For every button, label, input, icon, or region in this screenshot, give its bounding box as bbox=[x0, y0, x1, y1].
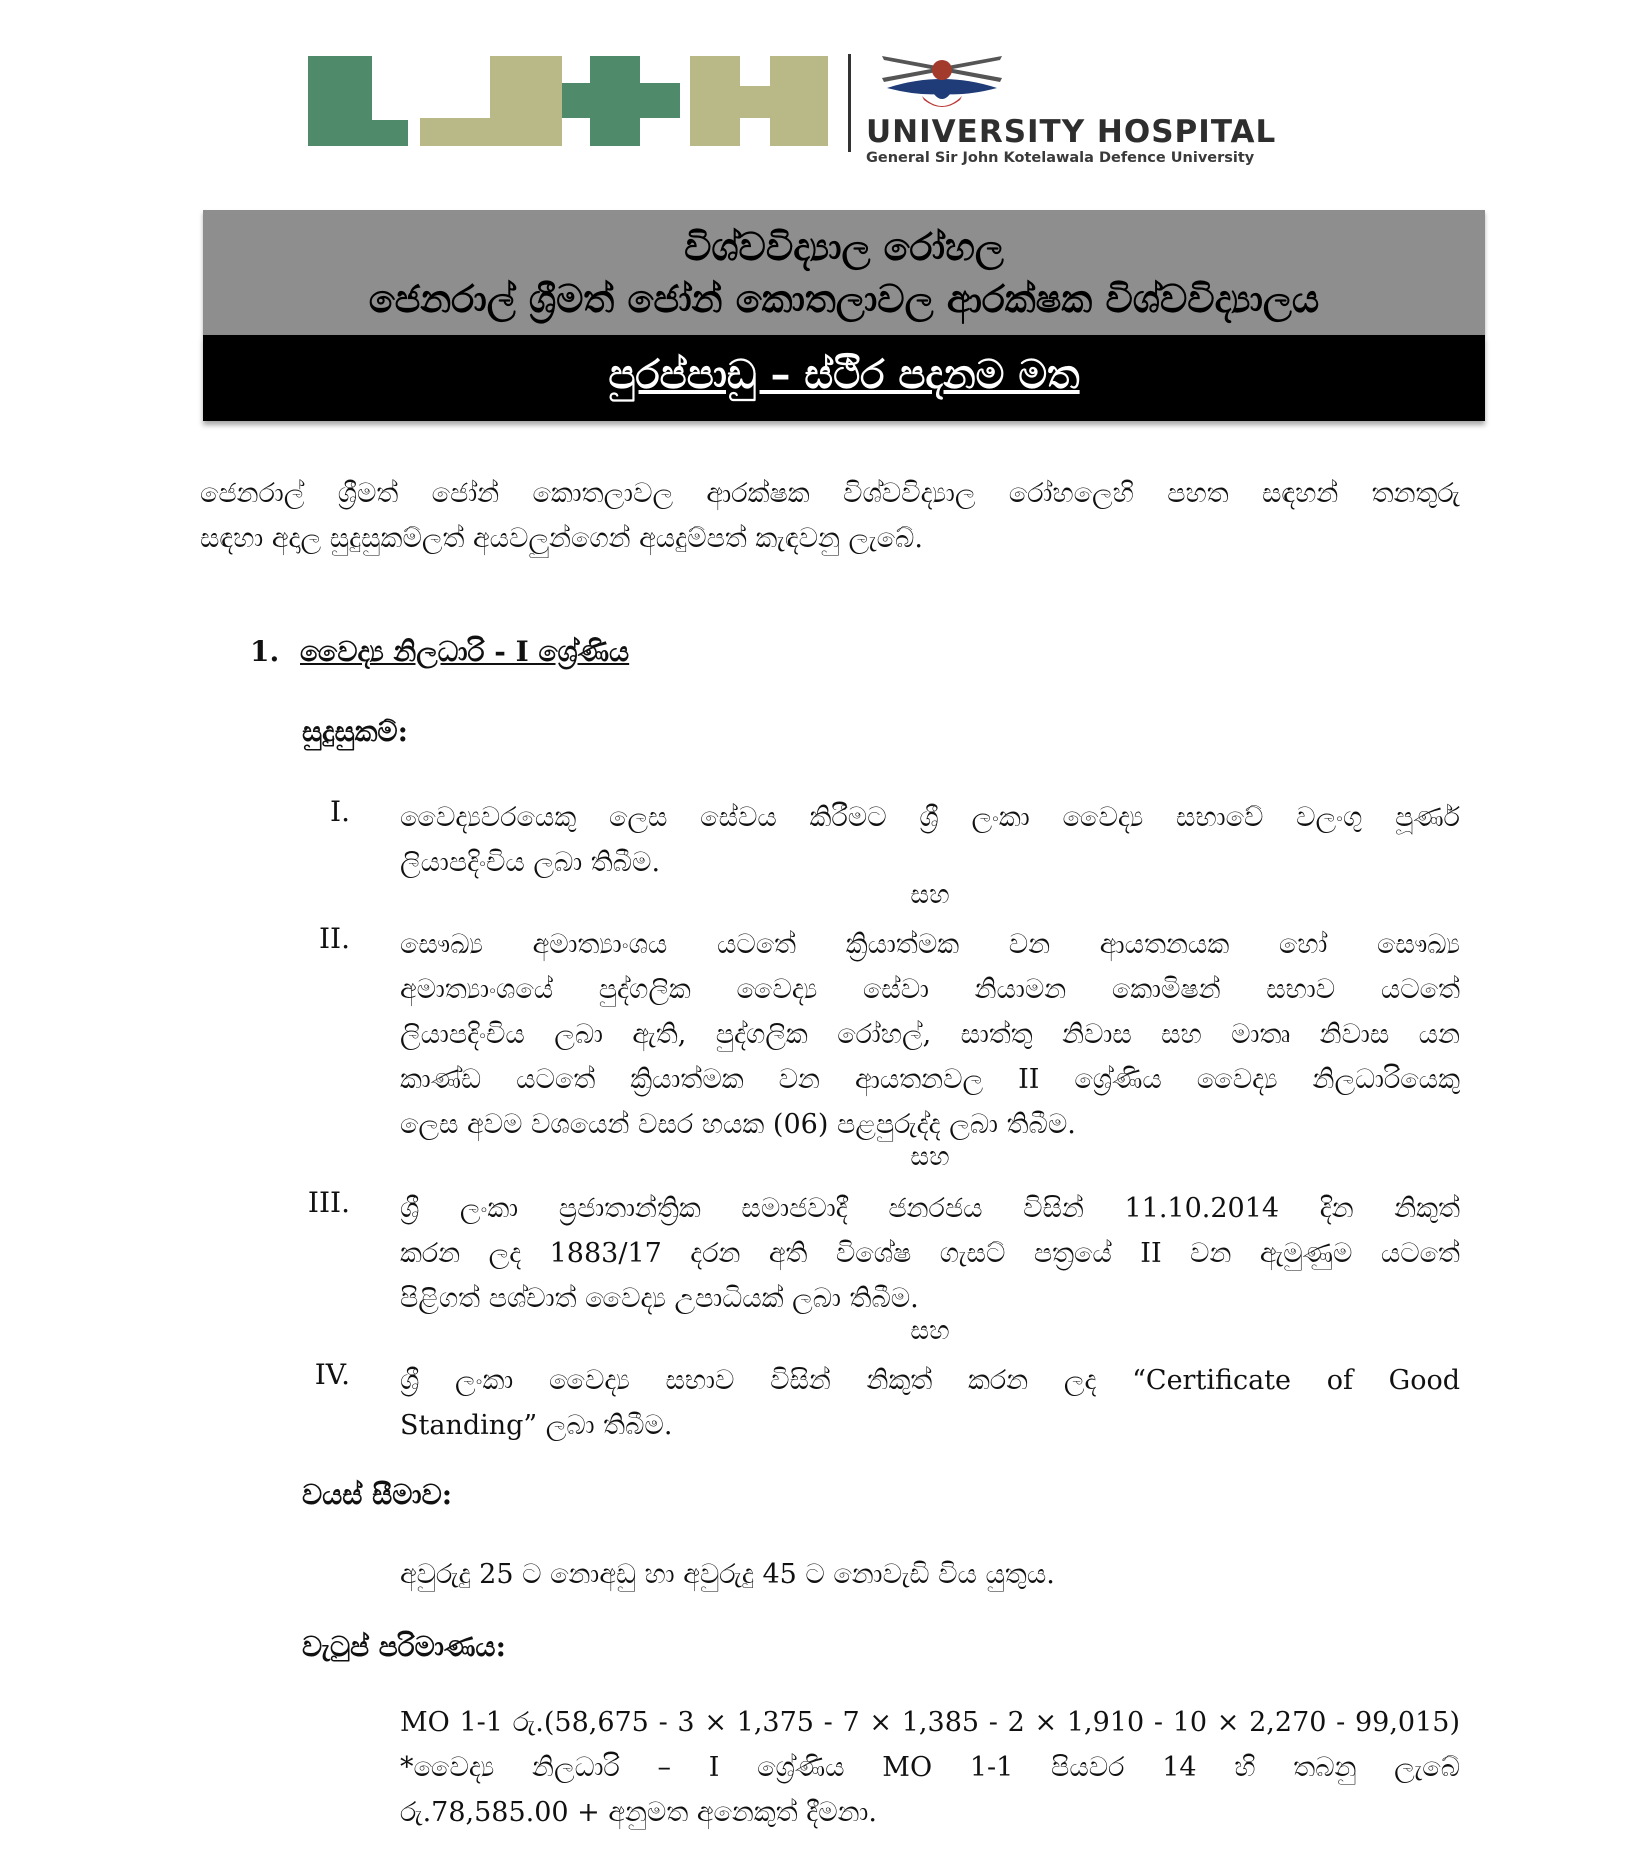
post-title-text: වෛද්‍ය නිලධාරි - I ශ්‍රේණිය bbox=[300, 635, 630, 668]
uh-logo-mark-icon bbox=[300, 48, 860, 158]
qualification-line: Standing” ලබා තිබීම. bbox=[400, 1410, 673, 1441]
university-crest-icon bbox=[872, 48, 1012, 118]
qualification-line: කරන ලද 1883/17 දරන අති විශේෂ ගැසට් පත්‍රයේ II වන ඇමුණුම යටතේ bbox=[400, 1238, 1460, 1269]
intro-line: සඳහා අදාල සුදුසුකම්ලත් අයවලුන්ගෙන් අයදුම්පත් කැඳවනු ලැබේ. bbox=[200, 523, 923, 554]
qualification-line: ශ්‍රී ලංකා වෛද්‍ය සභාව විසින් නිකුත් කරන ලද “Certificate of Good bbox=[400, 1365, 1460, 1396]
qualification-item bbox=[400, 1358, 1460, 1448]
qualification-line: කාණ්ඩ යටතේ ක්‍රියාත්මක වන ආයතනවල II ශ්‍රේණිය වෛද්‍ය නිලධාරියෙකු bbox=[400, 1064, 1460, 1095]
salary-block bbox=[400, 1700, 1460, 1835]
qualification-numeral: I. bbox=[330, 795, 350, 828]
qualification-item bbox=[400, 795, 1460, 885]
qualification-item bbox=[400, 1186, 1460, 1321]
qualification-numeral: IV. bbox=[314, 1358, 350, 1391]
qualification-line: ලෙස අවම වශයෙන් වසර හයක (06) පළපුරුද්ද ලබා තිබීම. bbox=[400, 1109, 1076, 1140]
intro-paragraph bbox=[200, 471, 1460, 561]
qualification-line: ලියාපදිංචිය ලබා ඇති, පුද්ගලික රෝහල්, සාත්තු නිවාස සහ මාතෘ නිවාස යන bbox=[400, 1019, 1460, 1050]
header-black-banner bbox=[203, 335, 1485, 421]
age-limit-text: අවුරුදු 25 ට නොඅඩු හා අවුරුදු 45 ට නොවැඩි විය යුතුය. bbox=[400, 1559, 1055, 1590]
qualification-line: පිළිගත් පශ්චාත් වෛද්‍ය උපාධියක් ලබා තිබීම. bbox=[400, 1283, 919, 1314]
conjunction-text: සහ bbox=[910, 1316, 950, 1346]
salary-note-line: රු.78,585.00 + අනුමත අනෙකුත් දීමනා. bbox=[400, 1797, 877, 1828]
logo-title: UNIVERSITY HOSPITAL bbox=[866, 114, 1277, 150]
header-title-line2: ජෙනරාල් ශ්‍රීමත් ජෝන් කොතලාවල ආරක්ෂක විශ්වවිද්‍යාලය bbox=[368, 276, 1320, 321]
vacancy-banner-text: පුරප්පාඩු – ස්ථිර පදනම මත bbox=[608, 351, 1080, 398]
qualification-line: වෛද්‍යවරයෙකු ලෙස සේවය කිරීමට ශ්‍රී ලංකා වෛද්‍ය සභාවේ වලංගු පූර්ණ bbox=[400, 802, 1460, 833]
qualification-line: අමාත්‍යාංශයේ පුද්ගලික වෛද්‍ය සේවා නියාමන කොමිෂන් සභාව යටතේ bbox=[400, 974, 1460, 1005]
salary-scale-line: MO 1-1 රු.(58,675 - 3 × 1,375 - 7 × 1,385 - 2 × 1,910 - 10 × 2,270 - 99,015) bbox=[400, 1707, 1460, 1738]
conjunction-text: සහ bbox=[910, 880, 950, 910]
qualification-numeral: II. bbox=[318, 922, 350, 955]
hospital-logo bbox=[300, 48, 1390, 166]
salary-heading: වැටුප් පරිමාණය: bbox=[302, 1630, 506, 1663]
qualification-item bbox=[400, 922, 1460, 1147]
salary-note-line: *වෛද්‍ය නිලධාරි – I ශ්‍රේණිය MO 1-1 පියවර 14 හි තබනු ලැබේ bbox=[400, 1752, 1460, 1783]
intro-line: ජෙනරාල් ශ්‍රීමත් ජෝන් කොතලාවල ආරක්ෂක විශ්වවිද්‍යාල රෝහලෙහි පහත සඳහන් තනතුරු bbox=[200, 478, 1460, 509]
qualification-line: ශ්‍රී ලංකා ප්‍රජාතාන්ත්‍රික සමාජවාදී ජනරජය විසින් 11.10.2014 දින නිකුත් bbox=[400, 1193, 1460, 1224]
post-number: 1. bbox=[250, 635, 280, 668]
conjunction-text: සහ bbox=[910, 1142, 950, 1172]
header-title-line1: විශ්වවිද්‍යාල රෝහල bbox=[684, 224, 1004, 269]
header-grey-band bbox=[203, 210, 1485, 335]
qualification-numeral: III. bbox=[307, 1186, 350, 1219]
qualification-line: සෞඛ්‍ය අමාත්‍යාංශය යටතේ ක්‍රියාත්මක වන ආයතනයක හෝ සෞඛ්‍ය bbox=[400, 929, 1460, 960]
qualifications-heading: සුදුසුකම්: bbox=[302, 715, 408, 748]
age-limit-heading: වයස් සීමාව: bbox=[302, 1478, 453, 1511]
qualification-line: ලියාපදිංචිය ලබා තිබීම. bbox=[400, 847, 661, 878]
post-title bbox=[250, 635, 629, 669]
logo-subtitle: General Sir John Kotelawala Defence University bbox=[866, 150, 1255, 166]
